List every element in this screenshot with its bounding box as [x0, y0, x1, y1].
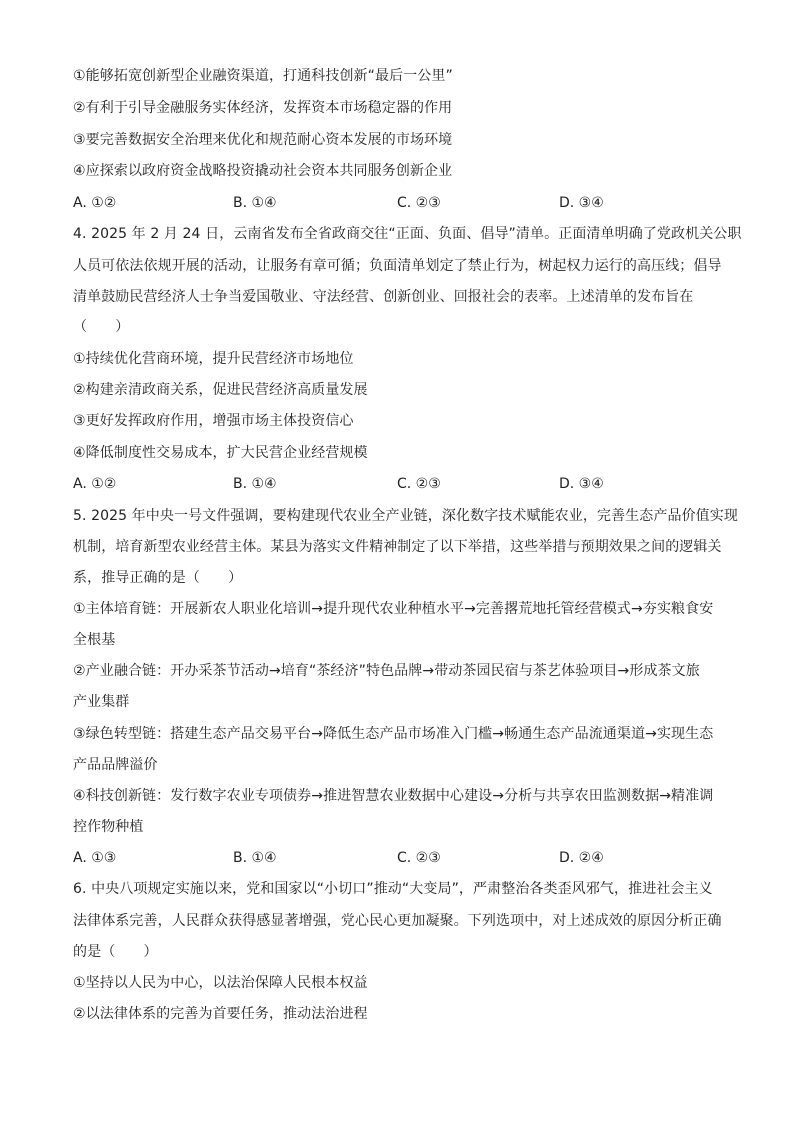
q5-choice-c: C. ②③	[397, 850, 441, 866]
q4-choice-d: D. ③④	[559, 476, 604, 492]
q3-choice-d: D. ③④	[559, 195, 604, 211]
q5-option-3-line-1: ③绿色转型链：搭建生态产品交易平台→降低生态产品市场准入门槛→畅通生态产品流通渠道→实现生态	[73, 726, 714, 742]
q5-stem-line-3: 系，推导正确的是（ ）	[73, 570, 243, 586]
q3-choices	[73, 193, 733, 213]
q3-option-4: ④应探索以政府资金战略投资撬动社会资本共同服务创新企业	[73, 163, 453, 179]
q5-choices	[73, 848, 733, 868]
q5-option-3-line-2: 产品品牌溢价	[73, 757, 158, 773]
q4-option-2: ②构建亲清政商关系，促进民营经济高质量发展	[73, 382, 368, 398]
q5-stem-line-1: 5. 2025 年中央一号文件强调，要构建现代农业全产业链，深化数字技术赋能农业，完善生态产品价值实现	[73, 508, 738, 524]
q4-stem-line-2: 人员可依法依规开展的活动，让服务有章可循；负面清单划定了禁止行为，树起权力运行的高压线；倡导	[73, 258, 722, 274]
q5-option-4-line-1: ④科技创新链：发行数字农业专项债券→推进智慧农业数据中心建设→分析与共享农田监测数据→精准调	[73, 788, 714, 804]
q3-choice-b: B. ①④	[233, 195, 277, 211]
q4-stem-line-1: 4. 2025 年 2 月 24 日，云南省发布全省政商交往“正面、负面、倡导”清单。正面清单明确了党政机关公职	[73, 226, 742, 242]
q4-choices	[73, 474, 733, 494]
q4-option-3: ③更好发挥政府作用，增强市场主体投资信心	[73, 413, 354, 429]
q5-option-1-line-2: 全根基	[73, 632, 116, 648]
q5-stem-line-2: 机制，培育新型农业经营主体。某县为落实文件精神制定了以下举措，这些举措与预期效果之间的逻辑关	[73, 539, 722, 555]
q4-option-1: ①持续优化营商环境，提升民营经济市场地位	[73, 351, 354, 367]
q6-stem-line-3: 的是（ ）	[73, 944, 158, 960]
q6-option-1: ①坚持以人民为中心，以法治保障人民根本权益	[73, 975, 368, 991]
q5-choice-b: B. ①④	[233, 850, 277, 866]
q5-choice-a: A. ①③	[73, 850, 117, 866]
q6-stem-line-1: 6. 中央八项规定实施以来，党和国家以“小切口”推动“大变局”，严肃整治各类歪风邪气，推进社会主义	[73, 881, 713, 897]
q3-option-3: ③要完善数据安全治理来优化和规范耐心资本发展的市场环境	[73, 132, 453, 148]
q5-option-4-line-2: 控作物种植	[73, 819, 144, 835]
q5-option-2-line-2: 产业集群	[73, 694, 130, 710]
q3-option-1: ①能够拓宽创新型企业融资渠道，打通科技创新“最后一公里”	[73, 68, 453, 84]
q4-choice-a: A. ①②	[73, 476, 117, 492]
q3-choice-a: A. ①②	[73, 195, 117, 211]
q5-option-2-line-1: ②产业融合链：开办采茶节活动→培育“茶经济”特色品牌→带动茶园民宿与茶艺体验项目→形成茶文旅	[73, 663, 700, 679]
q6-stem-line-2: 法律体系完善，人民群众获得感显著增强，党心民心更加凝聚。下列选项中，对上述成效的原因分析正确	[73, 913, 722, 929]
q4-stem-line-4: （ ）	[73, 319, 130, 335]
q3-option-2: ②有利于引导金融服务实体经济，发挥资本市场稳定器的作用	[73, 100, 453, 116]
q5-option-1-line-1: ①主体培育链：开展新农人职业化培训→提升现代农业种植水平→完善撂荒地托管经营模式→夯实粮食安	[73, 601, 714, 617]
q4-stem-line-3: 清单鼓励民营经济人士争当爱国敬业、守法经营、创新创业、回报社会的表率。上述清单的发布旨在	[73, 289, 694, 305]
q3-choice-c: C. ②③	[397, 195, 441, 211]
q4-choice-c: C. ②③	[397, 476, 441, 492]
q5-choice-d: D. ②④	[559, 850, 604, 866]
q6-option-2: ②以法律体系的完善为首要任务，推动法治进程	[73, 1006, 368, 1022]
q4-option-4: ④降低制度性交易成本，扩大民营企业经营规模	[73, 445, 368, 461]
q4-choice-b: B. ①④	[233, 476, 277, 492]
